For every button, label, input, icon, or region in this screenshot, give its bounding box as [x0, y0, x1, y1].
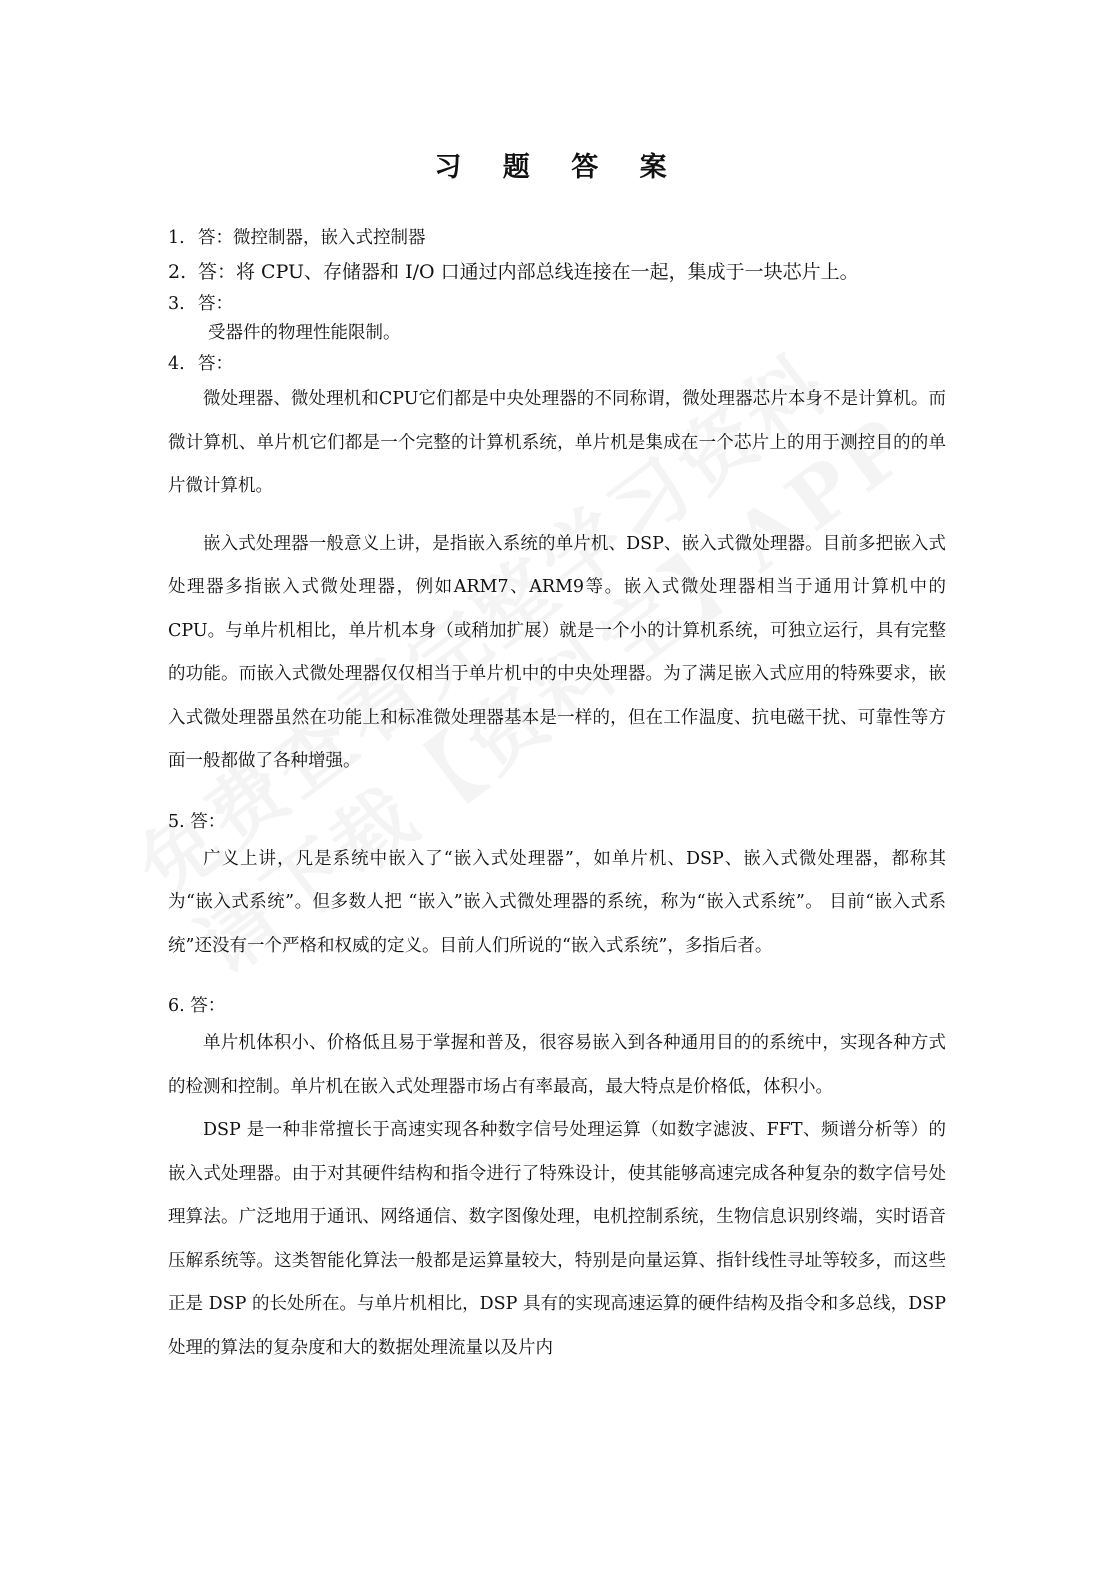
answer-5-paragraph-1: 广义上讲，凡是系统中嵌入了“嵌入式处理器”，如单片机、DSP、嵌入式微处理器，都称其为“嵌入式系统”。但多数人把 “嵌入”嵌入式微处理器的系统，称为“嵌入式系统”。 目前“嵌入式系统”还没有一个严格和权威的定义。目前人们所说的“嵌入式系统”，多指后者。 [168, 848, 946, 956]
answer-1 [168, 222, 946, 254]
answer-4-header [168, 350, 946, 378]
answer-6-header [168, 990, 946, 1022]
answer-6-paragraph-2: DSP 是一种非常擅长于高速实现各种数字信号处理运算（如数字滤波、FFT、频谱分析等）的嵌入式处理器。由于对其硬件结构和指令进行了特殊设计，使其能够高速完成各种复杂的数字信号处理算法。广泛地用于通讯、网络通信、数字图像处理，电机控制系统，生物信息识别终端，实时语音压解系统等。这类智能化算法一般都是运算量较大，特别是向量运算、指针线性寻址等较多，而这些正是 DSP 的长处所在。与单片机相比，DSP 具有的实现高速运算的硬件结构及指令和多总线，DSP 处理的算法的复杂度和大的数据处理流量以及片内 [168, 1120, 946, 1358]
answers-content [168, 222, 946, 1370]
answer-text: 答：微控制器，嵌入式控制器 [198, 228, 426, 248]
answer-number: 4. [168, 354, 185, 374]
answer-2 [168, 254, 946, 290]
answer-5-header [168, 806, 946, 838]
answer-number: 5. [168, 811, 185, 832]
answer-label: 答： [190, 996, 226, 1016]
answer-3-text: 受器件的物理性能限制。 [208, 323, 401, 343]
page-title: 习 题 答 案 [434, 152, 683, 183]
answer-4-paragraph-2: 嵌入式处理器一般意义上讲，是指嵌入系统的单片机、DSP、嵌入式微处理器。目前多把嵌入式处理器多指嵌入式微处理器，例如ARM7、ARM9等。嵌入式微处理器相当于通用计算机中的CPU。与单片机相比，单片机本身（或稍加扩展）就是一个小的计算机系统，可独立运行，具有完整的功能。而嵌入式微处理器仅仅相当于单片机中的中央处理器。为了满足嵌入式应用的特殊要求，嵌入式微处理器虽然在功能上和标准微处理器基本是一样的，但在工作温度、抗电磁干扰、可靠性等方面一般都做了各种增强。 [168, 533, 946, 771]
answer-number: 6. [168, 996, 185, 1016]
answer-number: 3. [168, 294, 185, 314]
answer-label: 答： [198, 294, 233, 314]
answer-text: 答：将 CPU、存储器和 I/O 口通过内部总线连接在一起，集成于一块芯片上。 [198, 261, 859, 283]
answer-label: 答： [198, 354, 233, 374]
answer-number: 2. [168, 261, 187, 283]
answer-4-paragraph-1: 微处理器、微处理机和CPU它们都是中央处理器的不同称谓，微处理器芯片本身不是计算机。而微计算机、单片机它们都是一个完整的计算机系统，单片机是集成在一个芯片上的用于测控目的的单片微计算机。 [168, 389, 946, 496]
answer-number: 1. [168, 228, 185, 248]
answer-3-header [168, 290, 946, 318]
answer-6-paragraph-1: 单片机体积小、价格低且易于掌握和普及，很容易嵌入到各种通用目的的系统中，实现各种方式的检测和控制。单片机在嵌入式处理器市场占有率最高，最大特点是价格低，体积小。 [168, 1033, 946, 1097]
answer-label: 答： [190, 811, 226, 832]
